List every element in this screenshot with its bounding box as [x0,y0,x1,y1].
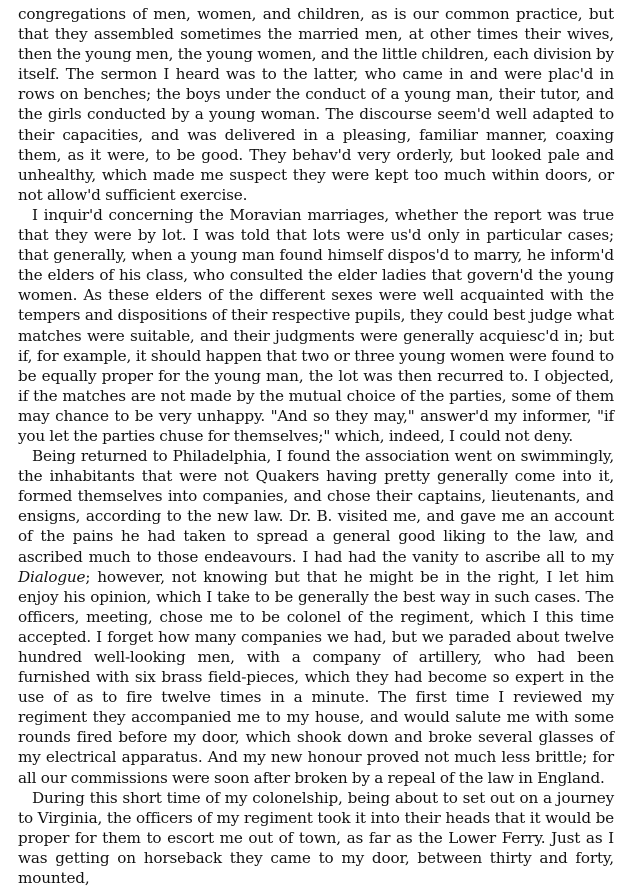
paragraph-moravian-marriages: I inquir'd concerning the Moravian marriages, whether the report was true that they were by lot. I was told that lots were us'd only in particular cases; that generally, when a young man found himself dispos'd to marry, he inform'd the elders of his class, who consulted the elder ladies that govern'd the young women. As these elders of the different sexes were well acquainted with the tempers and dispositions of their respective pupils, they could best judge what matches were suitable, and their judgments were generally acquiesc'd in; but if, for example, it should happen that two or three young women were found to be equally proper for the young man, the lot was then recurred to. I objected, if the matches are not made by the mutual choice of the parties, some of them may chance to be very unhappy. "And so they may," answer'd my informer, "if you let the parties chuse for themselves;" which, indeed, I could not deny. [18,205,614,445]
paragraph-text-after-italic: ; however, not knowing but that he might be in the right, I let him enjoy his opinion, which I take to be generally the best way in such cases. The officers, meeting, chose me to be colonel of the regiment, which I this time accepted. I forget how many companies we had, but we paraded about twelve hundred well-looking men, with a company of artillery, who had been furnished with six brass field-pieces, which they had become so expert in the use of as to fire twelve times in a minute. The first time I reviewed my regiment they accompanied me to my house, and would salute me with some rounds fired before my door, which shook down and broke several glasses of my electrical apparatus. And my new honour proved not much less brittle; for all our commissions were soon after broken by a repeal of the law in England. [18,567,614,787]
paragraph-colonelship: During this short time of my colonelship, being about to set out on a journey to Virginia, the officers of my regiment took it into their heads that it would be proper for them to escort me out of town, as far as the Lower Ferry. Just as I was getting on horseback they came to my door, between thirty and forty, mounted, [18,788,614,888]
italic-title-dialogue: Dialogue [18,567,86,586]
paragraph-sermon: congregations of men, women, and children, as is our common practice, but that they assembled sometimes the married men, at other times their wives, then the young men, the young women, and the little children, each division by itself. The sermon I heard was to the latter, who came in and were plac'd in rows on benches; the boys under the conduct of a young man, their tutor, and the girls conducted by a young woman. The discourse seem'd well adapted to their capacities, and was delivered in a pleasing, familiar manner, coaxing them, as it were, to be good. They behav'd very orderly, but looked pale and unhealthy, which made me suspect they were kept too much within doors, or not allow'd sufficient exercise. [18,5,614,204]
paragraph-philadelphia-association [18,446,614,788]
paragraph-text-before-italic: Being returned to Philadelphia, I found the association went on swimmingly, the inhabitants that were not Quakers having pretty generally come into it, formed themselves into companies, and chose their captains, lieutenants, and ensigns, according to the new law. Dr. B. visited me, and gave me an account of the pains he had taken to spread a general good liking to the law, and ascribed much to those endeavours. I had had the vanity to ascribe all to my [18,447,614,566]
document-page [18,4,614,888]
